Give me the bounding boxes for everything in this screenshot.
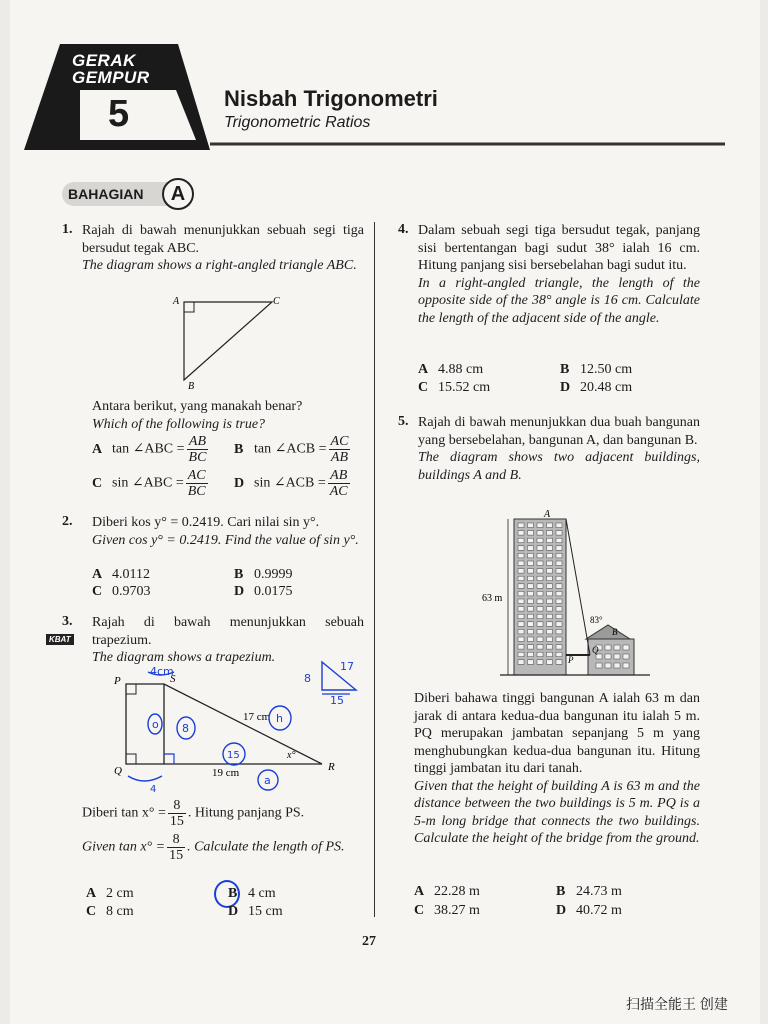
window [528,538,534,543]
window [528,622,534,627]
window [556,637,562,642]
window [605,654,611,659]
page-subtitle: Trigonometric Ratios [224,114,371,131]
window [614,663,620,668]
window [518,607,524,612]
q5-building-b-roof [586,625,630,639]
window [547,614,553,619]
q4-text-en: In a right-angled triangle, the length of the opposite side of the 38° angle is 16 cm. Calculate the length of the adjacent side of the angle. [418,275,700,326]
window [518,652,524,657]
q3-right-angle-q [126,754,136,764]
window [614,645,620,650]
window [528,591,534,596]
window [556,607,562,612]
q5-label-a: A [544,509,551,520]
q5-option-c: C 38.27 m [414,903,480,918]
q3-note-h: h [276,712,283,725]
window [518,599,524,604]
q4-text-ms: Dalam sebuah segi tiga bersudut tegak, panjang sisi bertentangan bagi sudut 38° ialah 16 cm. Hitung panjang sisi bersebelahan bagi sudut itu. [418,223,700,273]
window [547,584,553,589]
q3-number: 3. [62,614,73,629]
q3-margin-sketch [300,656,368,706]
window [556,645,562,650]
window [623,663,629,668]
q5-label-q: Q [592,645,599,655]
q2-number: 2. [62,514,73,529]
window [547,576,553,581]
window [605,663,611,668]
window [537,591,543,596]
window [528,637,534,642]
window [623,645,629,650]
q1-label-c: C [273,296,280,307]
window [547,569,553,574]
window [518,531,524,536]
q1-option-d: D sin ∠ACB = $\frac{AB}{AC}$ [234,468,348,499]
q5-option-d: D 40.72 m [556,903,622,918]
window [528,584,534,589]
q4-option-b: B 12.50 cm [560,362,633,377]
badge-line2: GEMPUR [72,68,150,87]
window [528,523,534,528]
window [596,663,602,668]
window [528,576,534,581]
window [556,591,562,596]
window [518,561,524,566]
window [556,569,562,574]
q4-option-a: A 4.88 cm [418,362,484,377]
window [537,576,543,581]
q5-label-p: P [568,655,574,665]
window [537,546,543,551]
q3-note-o: o [152,718,159,731]
scanner-watermark: 扫描全能王 创建 [626,996,728,1012]
window [556,614,562,619]
window [547,645,553,650]
q3-right-angle-p [126,684,136,694]
window [518,538,524,543]
window [518,523,524,528]
window [518,546,524,551]
kbat-badge: KBAT [46,634,74,645]
window [537,553,543,558]
q3-note-under4: 4 [150,784,157,794]
window [537,652,543,657]
window [518,645,524,650]
q3-sketch-15: 15 [330,694,344,706]
window [547,637,553,642]
window [518,614,524,619]
q3-label-s: S [170,673,176,685]
window [556,660,562,665]
window [528,614,534,619]
window [518,553,524,558]
window [518,584,524,589]
q4-number: 4. [398,222,409,237]
q3-note-c15: 15 [227,750,240,761]
q3-text-en: The diagram shows a trapezium. [92,650,276,665]
q4-option-c: C 15.52 cm [418,380,491,395]
q5-height-label: 63 m [482,593,503,604]
q3-given-ms: Diberi tan x° = $\frac{8}{15}$ . Hitung panjang PS. [82,798,305,829]
q1-text-en: The diagram shows a right-angled triangle ABC. [82,258,357,273]
q5-sight-line [566,519,590,655]
page-number: 27 [362,934,376,949]
q5-option-b: B 24.73 m [556,884,622,899]
window [556,584,562,589]
window [547,622,553,627]
window [537,645,543,650]
window [537,561,543,566]
window [528,561,534,566]
q3-label-p: P [114,675,121,687]
window [556,652,562,657]
q1-triangle-figure [170,292,290,392]
q3-note-brace-bottom [128,776,162,781]
q3-label-r: R [328,761,335,773]
q5-option-a: A 22.28 m [414,884,480,899]
q3-note-4cm: 4cm [150,665,174,678]
q3-option-d: D 15 cm [228,904,283,919]
q3-given-en: Given tan x° = $\frac{8}{15}$ . Calculate the length of PS. [82,832,345,863]
window [518,576,524,581]
q2-option-d: D 0.0175 [234,584,293,599]
q3-label-q: Q [114,765,122,777]
badge-number: 5 [108,93,130,135]
badge-line1: GERAK [72,51,136,70]
window [547,660,553,665]
badge-number-panel [80,90,196,140]
window [518,622,524,627]
window [547,523,553,528]
window [528,531,534,536]
window [547,591,553,596]
window [537,637,543,642]
window [614,654,620,659]
q5-text-en: The diagram shows two adjacent buildings, buildings A and B. [418,450,700,483]
window [547,546,553,551]
q5-given-ms: Diberi bahawa tinggi bangunan A ialah 63 m dan jarak di antara kedua-dua bangunan itu ialah 5 m. PQ merupakan jambatan sepanjang 5 m yang menghubungkan kedua-dua bangunan itu. Hitung tinggi jambatan itu dari tanah. [414,691,700,776]
window [556,561,562,566]
q3-note-a: a [264,774,271,787]
q1-option-b: B tan ∠ACB = $\frac{AC}{AB}$ [234,434,349,465]
window [547,553,553,558]
q2-text-en: Given cos y° = 0.2419. Find the value of sin y°. [92,532,359,548]
q2-text-ms: Diberi kos y° = 0.2419. Cari nilai sin y°. [92,515,320,530]
window [528,660,534,665]
q2-option-a: A 4.0112 [92,567,150,582]
window [556,629,562,634]
window [556,538,562,543]
q5-buildings-figure [480,505,660,683]
window [528,629,534,634]
q4-option-d: D 20.48 cm [560,380,633,395]
window [556,576,562,581]
q3-option-b: B 4 cm [228,886,276,901]
q3-option-c: C 8 cm [86,904,134,919]
window [556,523,562,528]
window [547,607,553,612]
window [547,652,553,657]
window [518,660,524,665]
q1-prompt-en: Which of the following is true? [92,416,266,432]
q1-triangle [184,302,272,380]
q1-prompt-ms: Antara berikut, yang manakah benar? [92,399,303,414]
window [537,538,543,543]
q3-sketch-8: 8 [304,672,311,685]
window [528,553,534,558]
q3-text-ms: Rajah di bawah menunjukkan sebuah trapezium. [92,615,364,648]
q1-text-ms: Rajah di bawah menunjukkan sebuah segi tiga bersudut tegak ABC. [82,223,364,256]
window [528,645,534,650]
q3-side-sr: 17 cm [243,711,271,723]
window [528,569,534,574]
q5-label-b: B [612,627,618,637]
q3-note-g: 8 [182,722,189,735]
window [547,538,553,543]
window [537,622,543,627]
window [528,546,534,551]
window [556,622,562,627]
window [537,614,543,619]
window [537,531,543,536]
window [537,523,543,528]
window [537,660,543,665]
section-letter: A [162,178,194,210]
section-label: BAHAGIAN [68,186,144,202]
q3-sketch-17: 17 [340,660,354,673]
q1-right-angle-mark [184,302,194,312]
window [605,645,611,650]
q3-angle-x: x° [287,750,296,761]
q5-angle-label: 83° [590,615,603,625]
window [537,607,543,612]
window [547,599,553,604]
window [528,652,534,657]
q1-number: 1. [62,222,73,237]
window [537,629,543,634]
window [547,531,553,536]
window [528,599,534,604]
q5-given-en: Given that the height of building A is 63 m and the distance between the two buildings is 5 m. PQ is a 5-m long bridge that connects the two buildings. Calculate the height of the bridge from the ground. [414,778,700,846]
window [556,553,562,558]
q3-side-qr: 19 cm [212,767,240,779]
window [547,561,553,566]
textbook-page [10,0,760,1024]
q1-option-c: C sin ∠ABC = $\frac{AC}{BC}$ [92,468,206,499]
q1-option-a: A tan ∠ABC = $\frac{AB}{BC}$ [92,434,207,465]
window [537,569,543,574]
window [537,599,543,604]
window [518,637,524,642]
q5-text-ms: Rajah di bawah menunjukkan dua buah bangunan yang bersebelahan, bangunan A, dan bangunan B. [418,415,700,448]
page-title: Nisbah Trigonometri [224,86,438,111]
window [518,569,524,574]
window [518,629,524,634]
q1-label-a: A [173,296,180,307]
window [528,607,534,612]
window [556,531,562,536]
q3-drawn-right-angle [164,754,174,764]
window [623,654,629,659]
q3-handwritten-notes [128,672,291,790]
window [518,591,524,596]
column-divider [374,222,375,917]
window [537,584,543,589]
q2-option-c: C 0.9703 [92,584,151,599]
window [556,599,562,604]
q1-label-b: B [188,381,195,392]
q3-option-a: A 2 cm [86,886,134,901]
window [556,546,562,551]
q5-number: 5. [398,414,409,429]
window [547,629,553,634]
q2-option-b: B 0.9999 [234,567,293,582]
